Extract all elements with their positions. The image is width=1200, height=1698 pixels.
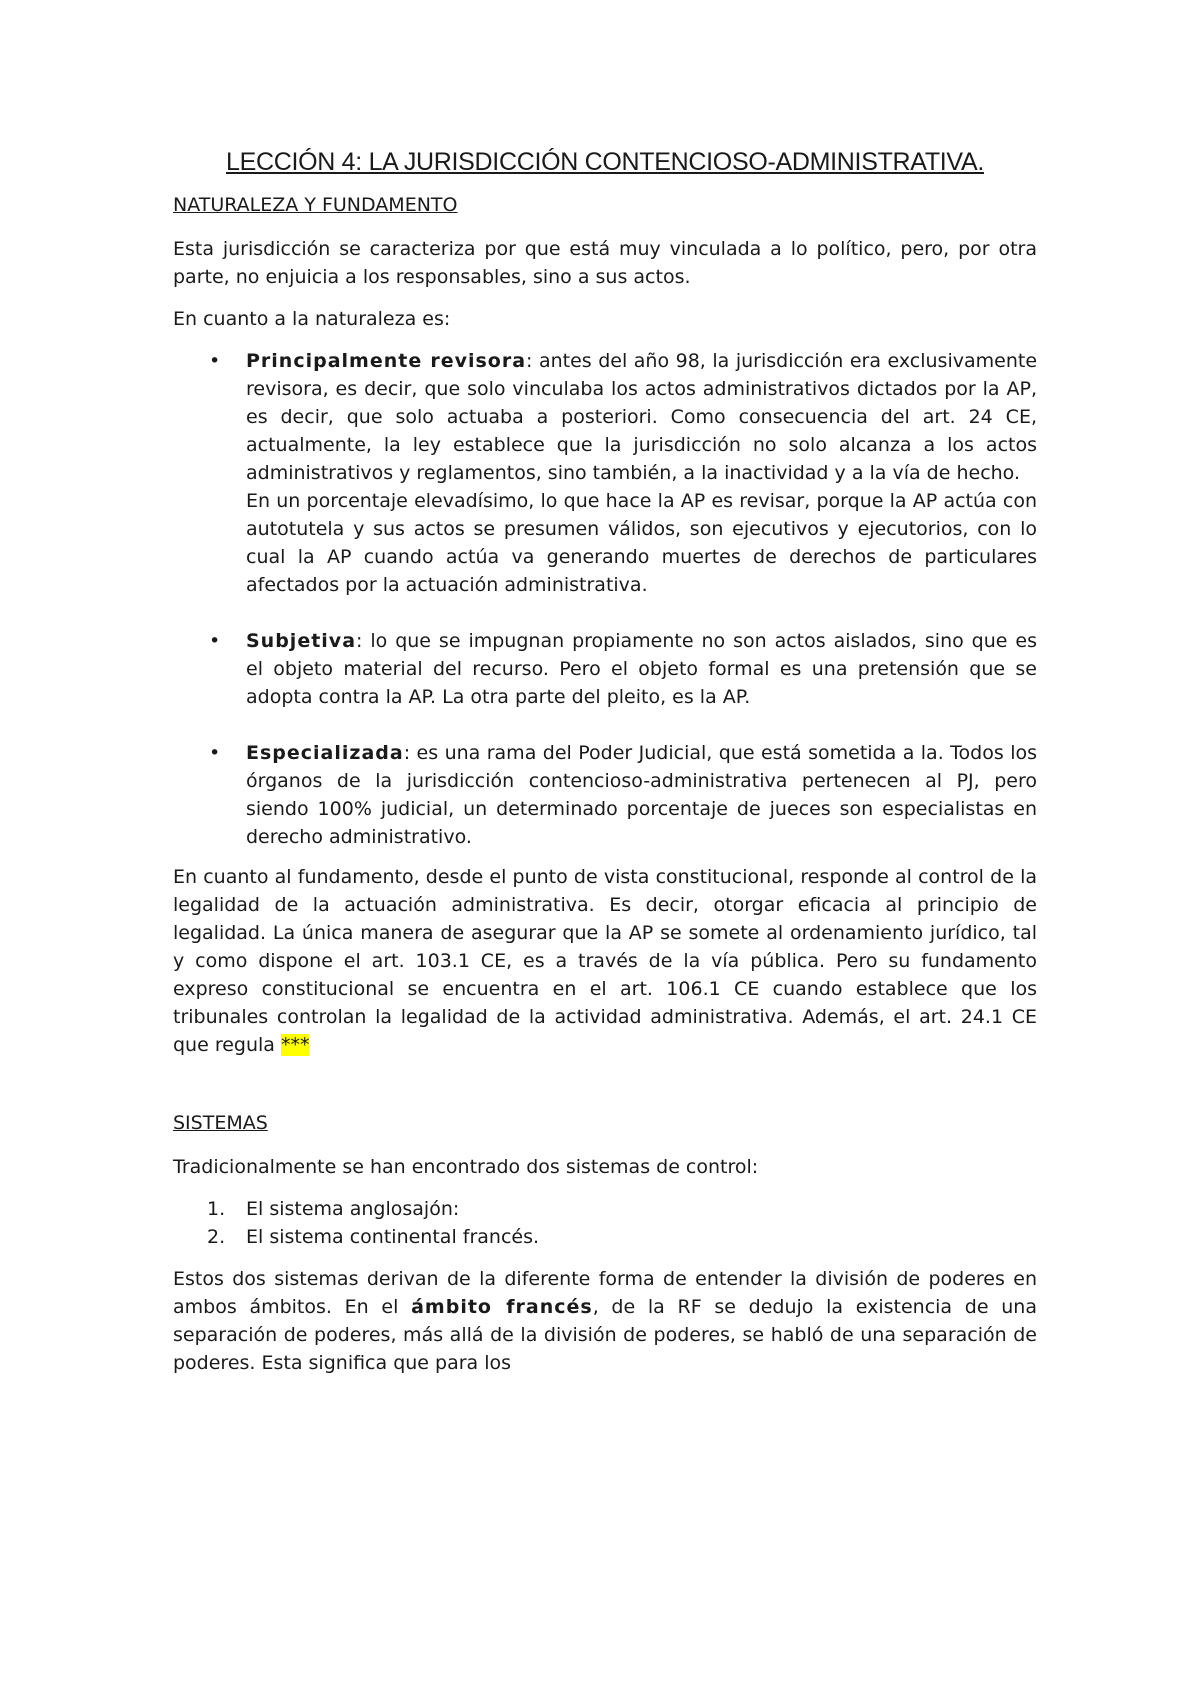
fundamento-text: En cuanto al fundamento, desde el punto de vista constitucional, responde al control de la legalidad de la actuación administrativa. Es decir, otorgar eficacia al principio de legalidad. La única manera de asegurar que la AP se somete al ordenamiento jurídico, tal y como dispone el art. 103.1 CE, es a través de la vía pública. Pero su fundamento expreso constitucional se encuentra en el art. 106.1 CE cuando establece que los tribunales controlan la legalidad de la actividad administrativa. Además, el art. 24.1 CE que regula — [173, 866, 1037, 1056]
bullet-icon: • — [209, 630, 221, 652]
document-page — [173, 148, 1037, 1391]
list-item — [173, 1195, 1037, 1223]
list-number: 1. — [207, 1198, 226, 1220]
bullet-icon: • — [209, 350, 221, 372]
fundamento-paragraph — [173, 863, 1037, 1059]
list-number: 2. — [207, 1226, 226, 1248]
section-heading-naturaleza: NATURALEZA Y FUNDAMENTO — [173, 194, 458, 216]
bullet-term: Especializada — [246, 742, 404, 764]
page-title: LECCIÓN 4: LA JURISDICCIÓN CONTENCIOSO-ADMINISTRATIVA. — [226, 148, 984, 176]
bullet-body: : es una rama del Poder Judicial, que está sometida a la. Todos los órganos de la jurisdicción contencioso-administrativa pertenecen al PJ, pero siendo 100% judicial, un determinado porcentaje de jueces son especialistas en derecho administrativo. — [246, 742, 1037, 848]
intro-paragraph: Esta jurisdicción se caracteriza por que está muy vinculada a lo político, pero, por otra parte, no enjuicia a los responsables, sino a sus actos. — [173, 238, 1037, 288]
highlight-marker: *** — [280, 1034, 310, 1056]
bullet-term: Subjetiva — [246, 630, 357, 652]
bullet-term: Principalmente revisora — [246, 350, 527, 372]
bullet-text — [246, 739, 1037, 851]
list-item — [173, 739, 1037, 851]
para-end: , de la RF se dedujo la existencia de una separación de poderes, más allá de la división de poderes, se habló de una separación de poderes. Esta significa que para los — [173, 1296, 1037, 1374]
list-item-text: El sistema continental francés. — [246, 1226, 540, 1248]
list-item — [173, 1223, 1037, 1251]
para-bold: ámbito francés — [411, 1296, 593, 1318]
bullet-body: : lo que se impugnan propiamente no son actos aislados, sino que es el objeto material del recurso. Pero el objeto formal es una pretensión que se adopta contra la AP. La otra parte del pleito, es la AP. — [246, 630, 1037, 708]
list-item-text: El sistema anglosajón: — [246, 1198, 460, 1220]
sistemas-list — [173, 1195, 1037, 1251]
section-heading-sistemas: SISTEMAS — [173, 1112, 268, 1134]
bullet-body: : antes del año 98, la jurisdicción era exclusivamente revisora, es decir, que solo vinculaba los actos administrativos dictados por la AP, es decir, que solo actuaba a posteriori. Como consecuencia del art. 24 CE, actualmente, la ley establece que la jurisdicción no solo alcanza a los actos administrativos y reglamentos, sino también, a la inactividad y a la vía de hecho. — [246, 350, 1038, 484]
para-start: Estos dos sistemas derivan de la diferente forma de entender la división de poderes en ambos ámbitos. En el — [173, 1268, 1037, 1318]
naturaleza-list — [173, 347, 1037, 851]
list-item — [173, 627, 1037, 711]
lead-paragraph: En cuanto a la naturaleza es: — [173, 308, 451, 330]
bullet-text — [246, 627, 1037, 711]
bullet-icon: • — [209, 742, 221, 764]
bullet-extra: En un porcentaje elevadísimo, lo que hace la AP es revisar, porque la AP actúa con autotutela y sus actos se presumen válidos, son ejecutivos y ejecutorios, con lo cual la AP cuando actúa va generando muertes de derechos de particulares afectados por la actuación administrativa. — [246, 490, 1037, 596]
bullet-text — [246, 347, 1037, 487]
spacer — [173, 1073, 1037, 1109]
sistemas-intro: Tradicionalmente se han encontrado dos sistemas de control: — [173, 1156, 759, 1178]
list-item — [173, 347, 1037, 599]
sistemas-paragraph — [173, 1265, 1037, 1377]
